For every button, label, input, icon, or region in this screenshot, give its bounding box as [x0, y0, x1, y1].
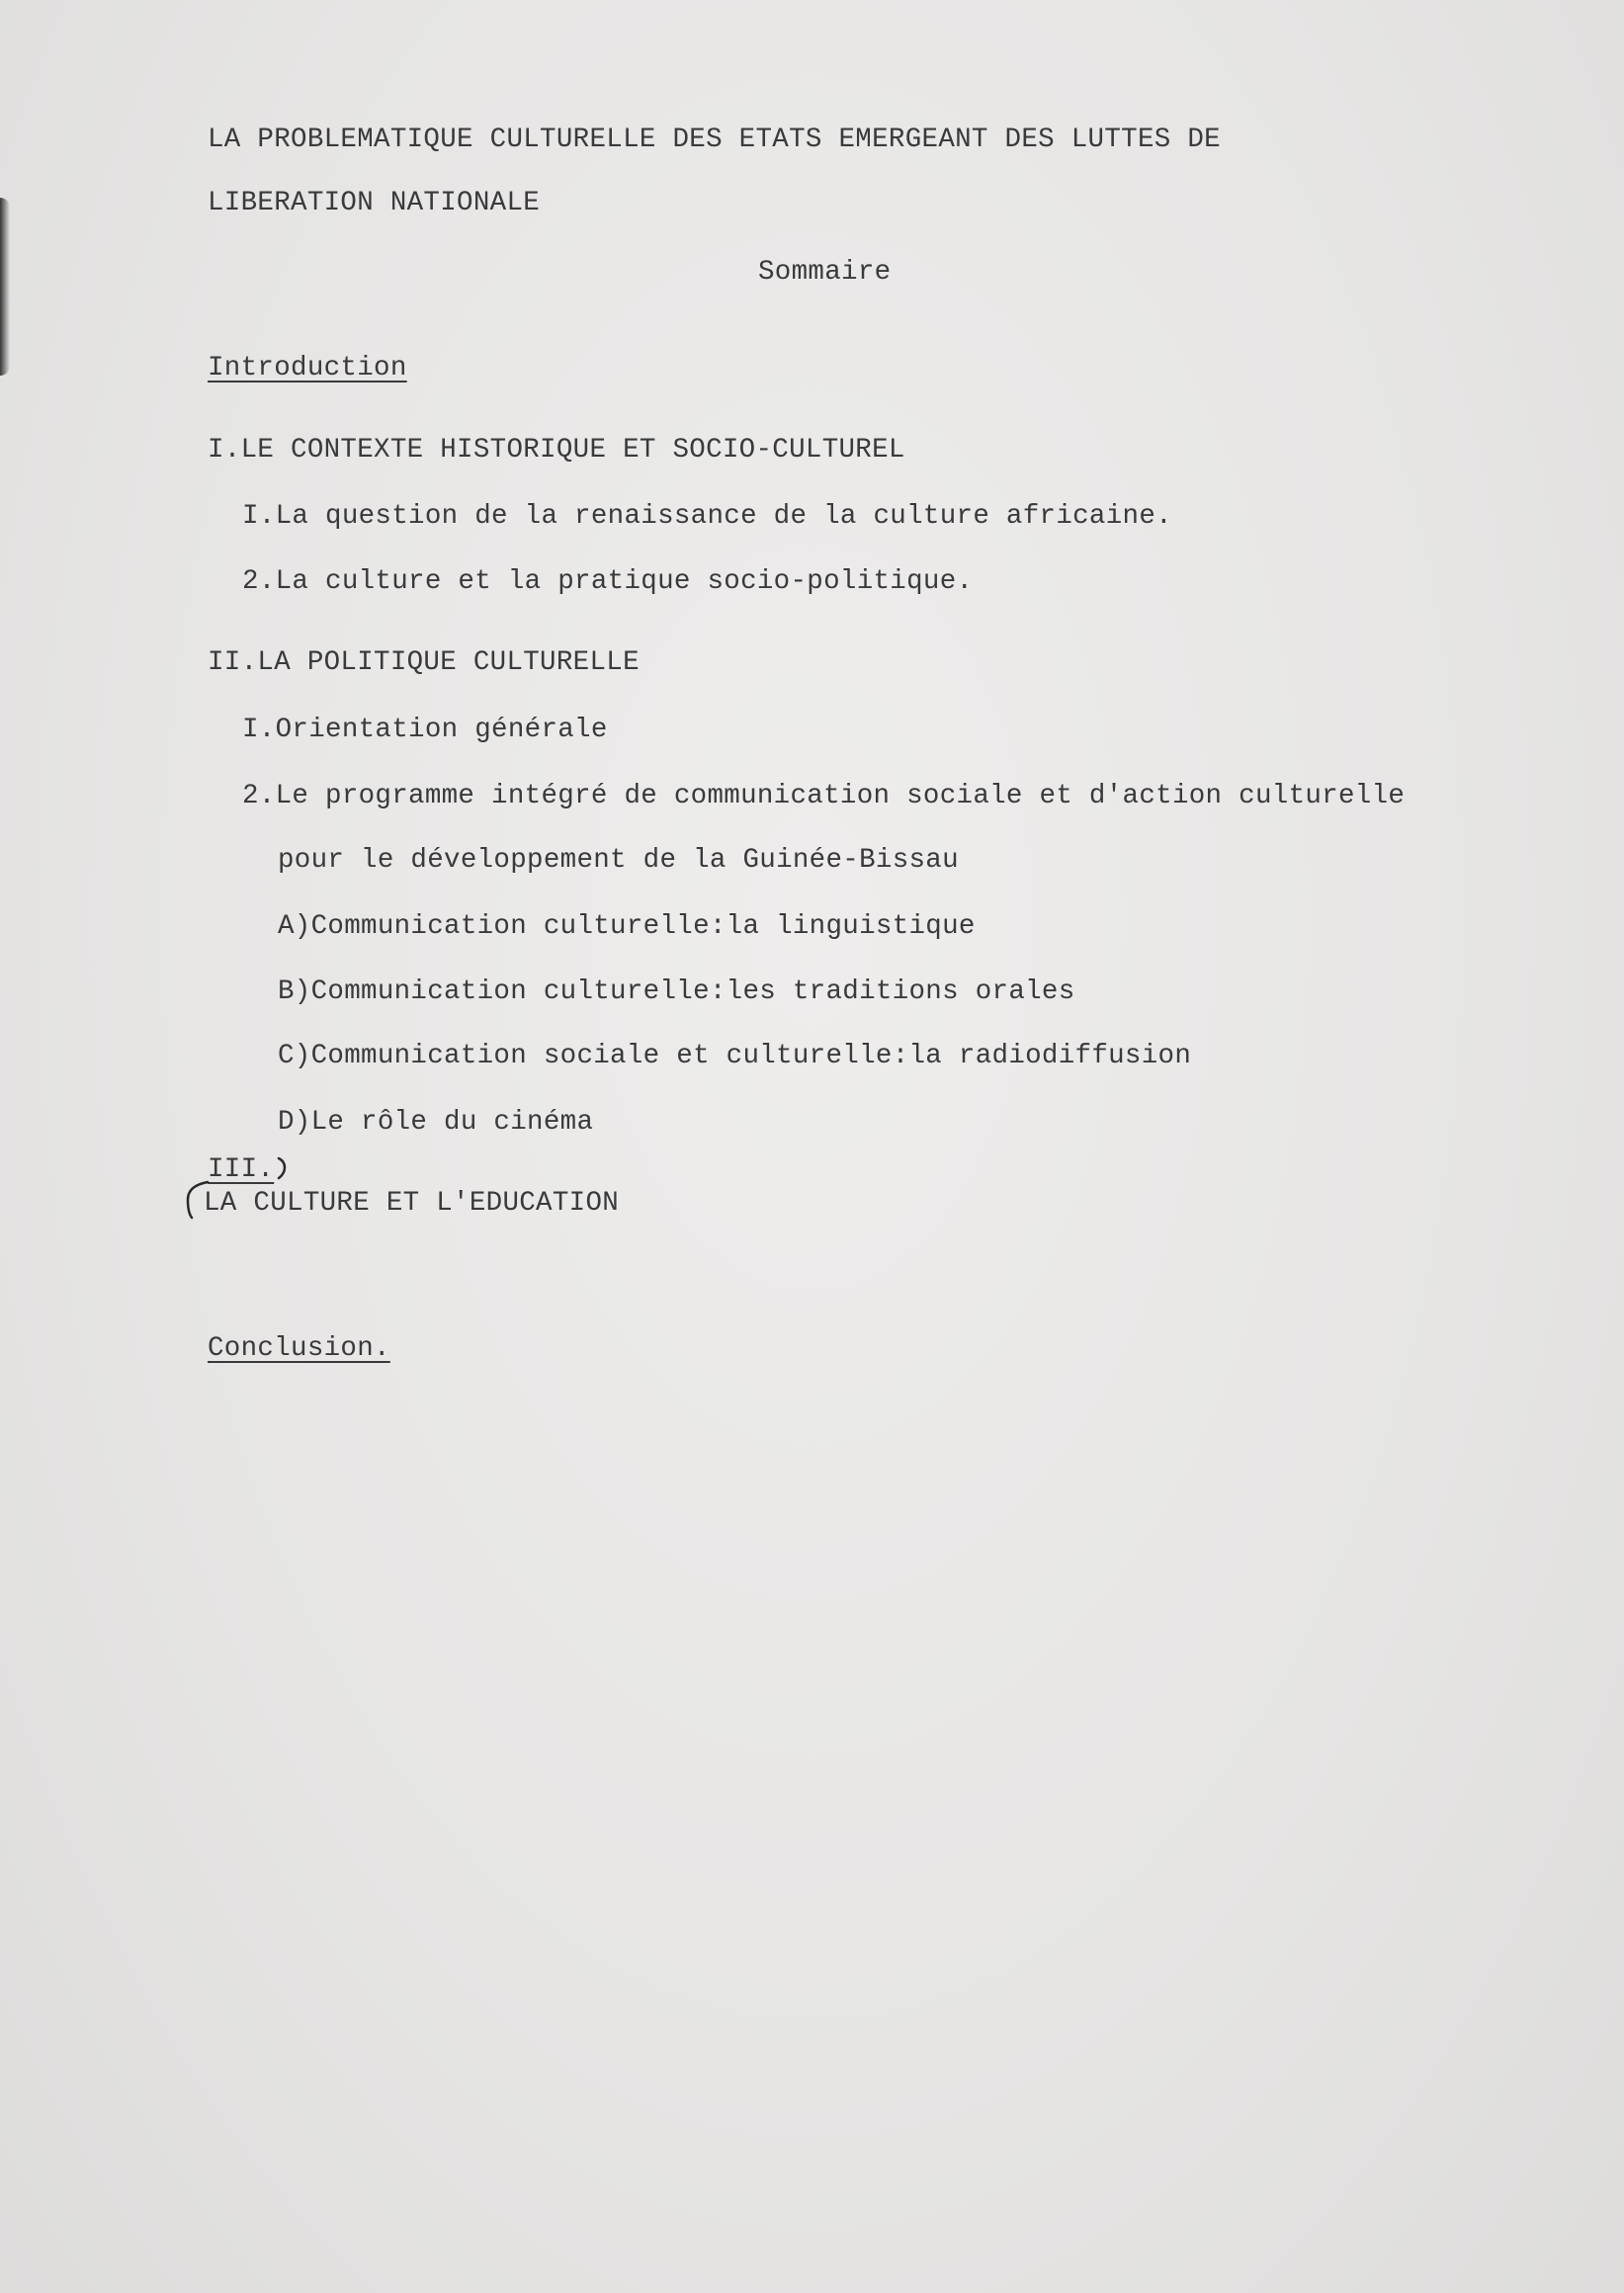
part3-number: III. [208, 1154, 275, 1185]
part2-item1: I.Orientation générale [242, 715, 608, 745]
summary-heading: Sommaire [758, 257, 892, 288]
part2-sub-d: D)Le rôle du cinéma [278, 1107, 594, 1138]
page-edge-shadow [0, 198, 10, 376]
part1-item1: I.La question de la renaissance de la culture africaine. [242, 501, 1172, 532]
handwritten-bracket-marks [176, 1145, 304, 1224]
title-line-1: LA PROBLEMATIQUE CULTURELLE DES ETATS EMERGEANT DES LUTTES DE [208, 125, 1221, 155]
title-line-2: LIBERATION NATIONALE [208, 188, 541, 218]
part2-heading: II.LA POLITIQUE CULTURELLE [208, 647, 640, 678]
part2-item2-line2: pour le développement de la Guinée-Bissau [278, 845, 959, 876]
part2-sub-c: C)Communication sociale et culturelle:la radiodiffusion [278, 1041, 1192, 1071]
part1-heading: I.LE CONTEXTE HISTORIQUE ET SOCIO-CULTUREL [208, 435, 905, 466]
part1-item2: 2.La culture et la pratique socio-politique. [242, 566, 974, 597]
part2-sub-b: B)Communication culturelle:les traditions orales [278, 977, 1075, 1007]
part2-item2-line1: 2.Le programme intégré de communication sociale et d'action culturelle [242, 781, 1406, 811]
part2-sub-a: A)Communication culturelle:la linguistique [278, 911, 976, 942]
conclusion-heading: Conclusion. [208, 1333, 390, 1364]
introduction-heading: Introduction [208, 353, 407, 383]
part3-heading: LA CULTURE ET L'EDUCATION [204, 1188, 620, 1219]
